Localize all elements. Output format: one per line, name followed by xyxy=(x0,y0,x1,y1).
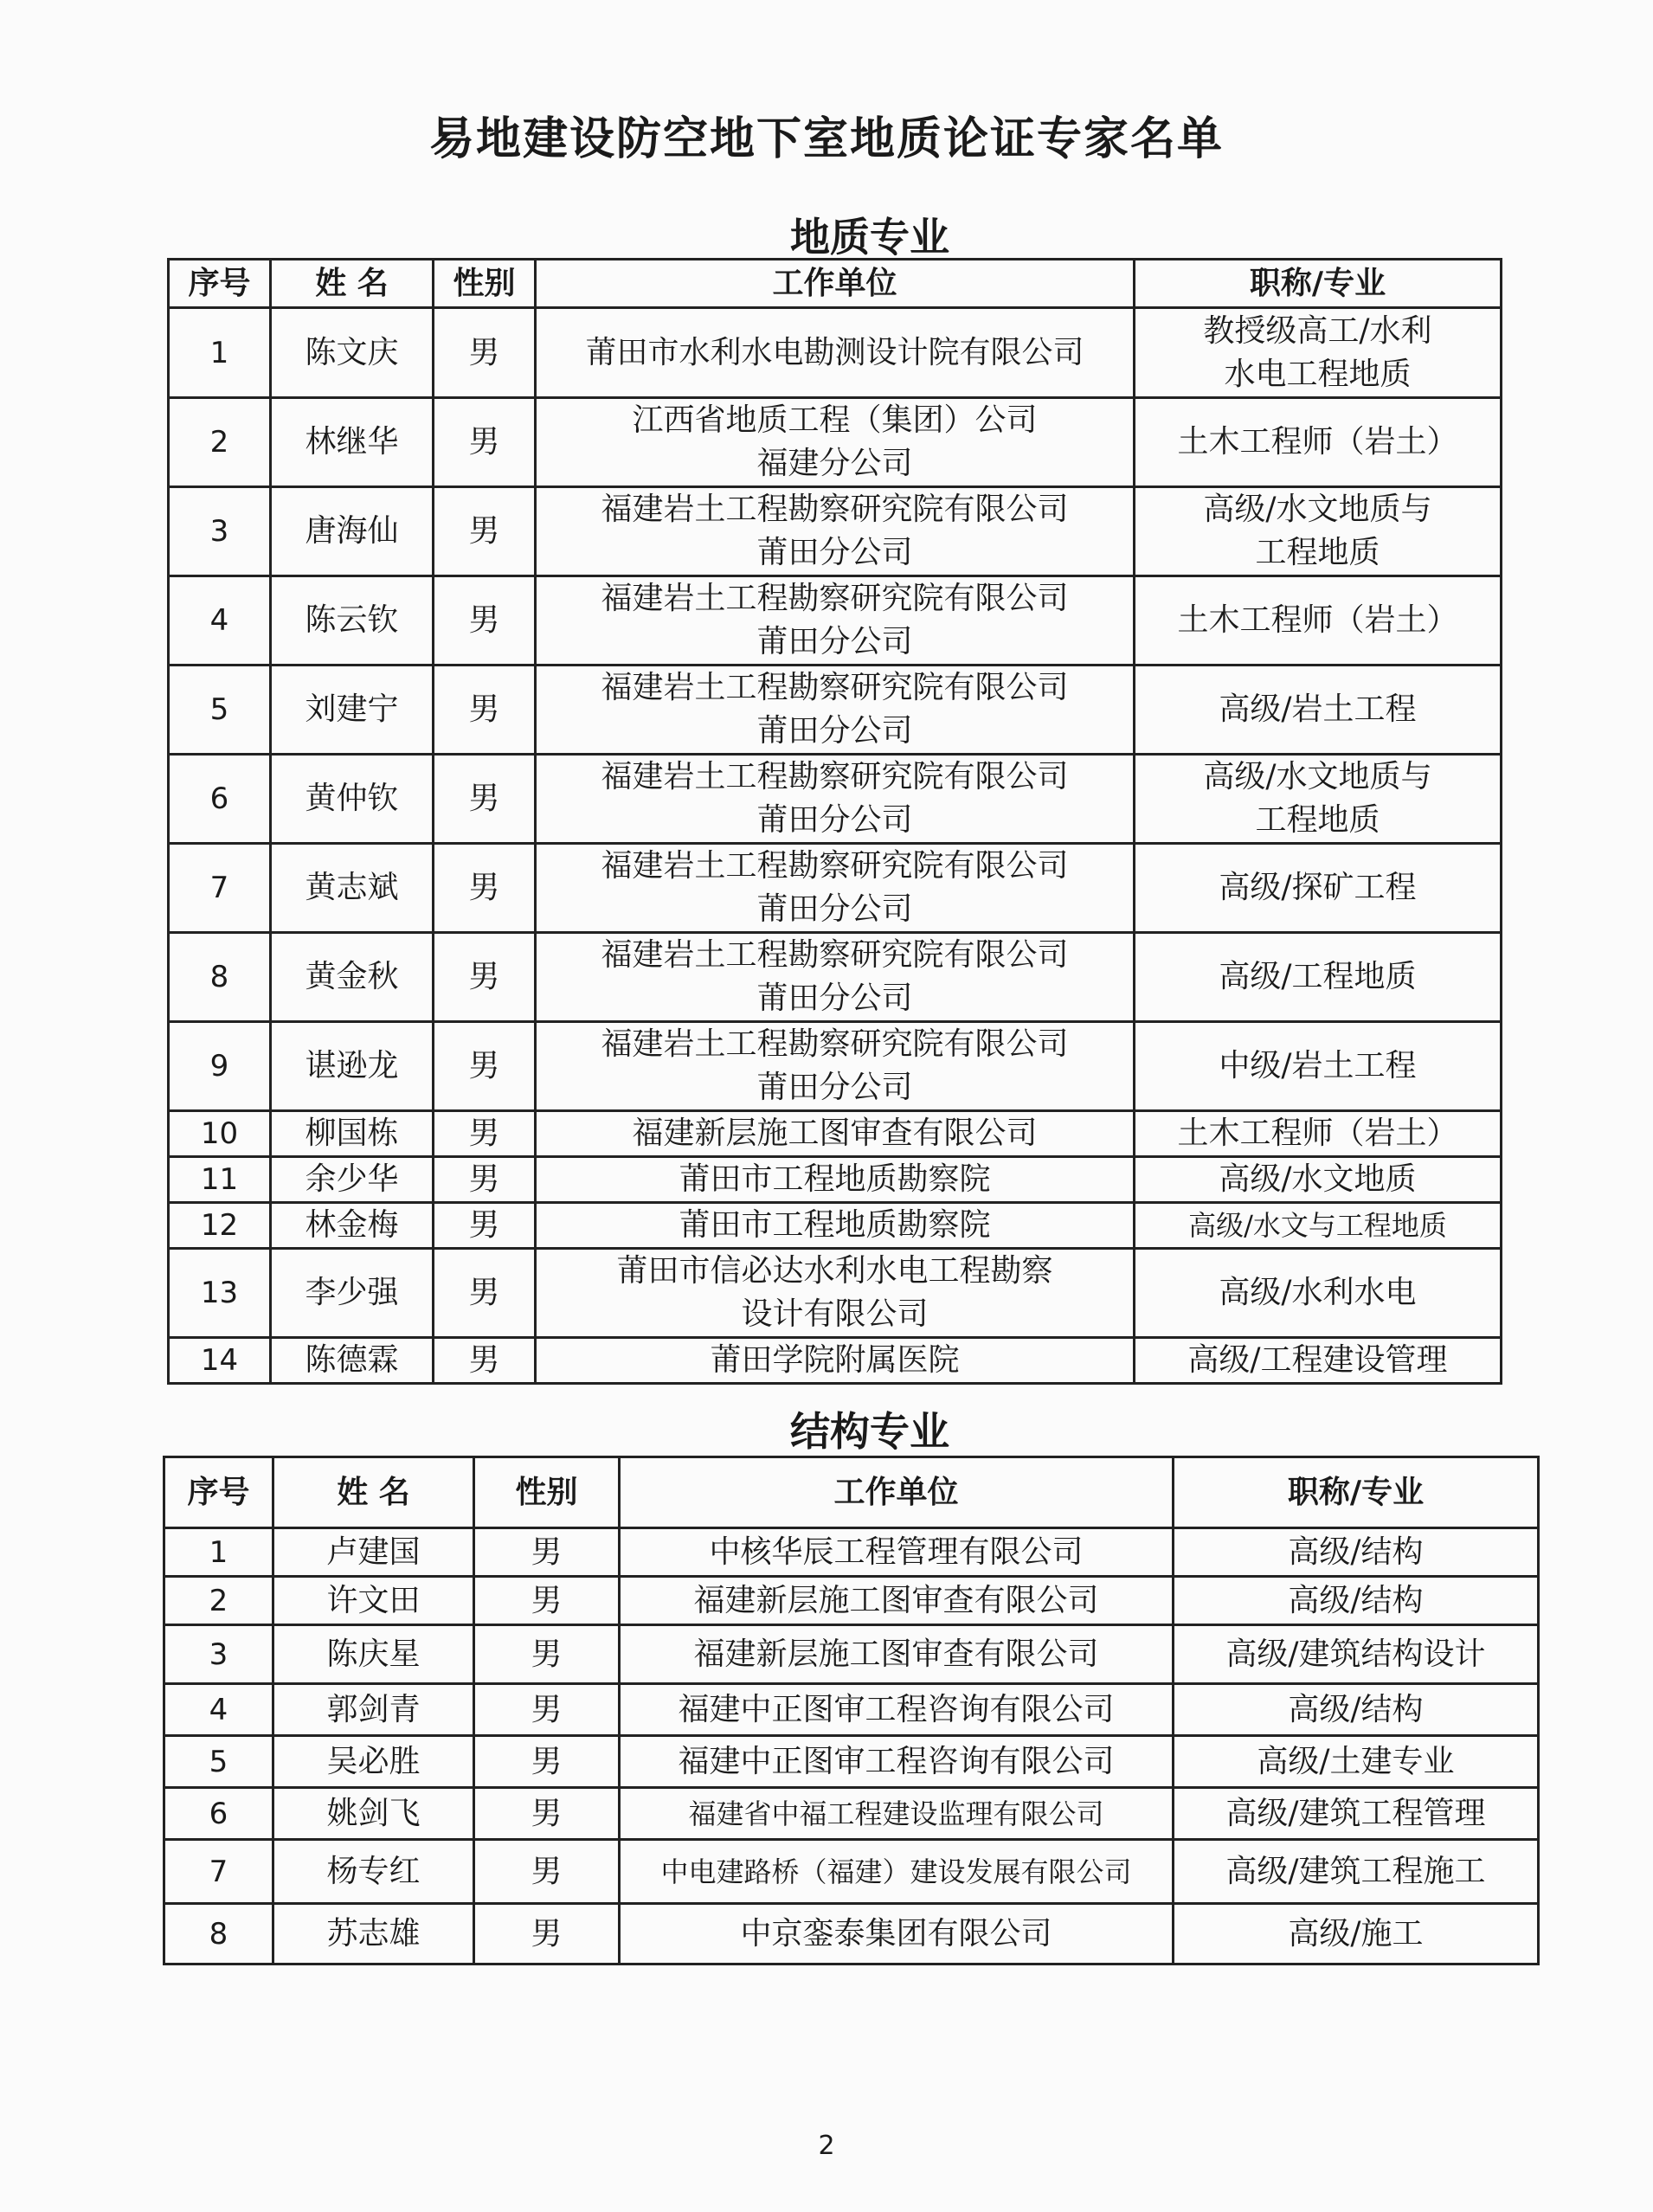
cell-unit xyxy=(536,1249,1135,1338)
cell-unit-line: 莆田分公司 xyxy=(756,535,913,570)
table-row xyxy=(169,1203,1502,1249)
cell-gender: 男 xyxy=(474,1577,620,1625)
cell-unit xyxy=(536,1022,1135,1111)
cell-name: 陈德霖 xyxy=(271,1338,434,1384)
cell-gender: 男 xyxy=(474,1840,620,1904)
cell-unit-line: 莆田分公司 xyxy=(756,1070,913,1105)
cell-title xyxy=(1135,1203,1502,1249)
cell-gender: 男 xyxy=(434,1203,536,1249)
table-row xyxy=(169,755,1502,844)
cell-name: 卢建国 xyxy=(273,1528,474,1577)
cell-gender: 男 xyxy=(434,576,536,666)
cell-no: 6 xyxy=(164,1788,273,1840)
table-row xyxy=(169,1338,1502,1384)
cell-no: 12 xyxy=(169,1203,271,1249)
table-row xyxy=(164,1840,1539,1904)
table-row xyxy=(169,1111,1502,1157)
cell-title xyxy=(1135,933,1502,1022)
cell-no: 5 xyxy=(169,666,271,755)
cell-name: 黄金秋 xyxy=(271,933,434,1022)
cell-unit xyxy=(620,1684,1174,1736)
cell-unit xyxy=(620,1904,1174,1964)
cell-gender: 男 xyxy=(434,1249,536,1338)
cell-title-line: 高级/结构 xyxy=(1288,1691,1424,1727)
cell-no: 1 xyxy=(169,308,271,398)
cell-gender: 男 xyxy=(434,487,536,576)
cell-unit-line: 福建岩土工程勘察研究院有限公司 xyxy=(601,670,1069,705)
cell-title xyxy=(1174,1528,1539,1577)
cell-unit xyxy=(620,1788,1174,1840)
cell-title-line: 高级/建筑结构设计 xyxy=(1225,1636,1486,1672)
cell-unit-line: 设计有限公司 xyxy=(741,1296,929,1332)
cell-title-line: 教授级高工/水利 xyxy=(1203,312,1432,349)
cell-name: 林金梅 xyxy=(271,1203,434,1249)
cell-no: 7 xyxy=(169,844,271,933)
cell-name: 杨专红 xyxy=(273,1840,474,1904)
cell-name: 林继华 xyxy=(271,398,434,487)
cell-gender: 男 xyxy=(434,1338,536,1384)
cell-unit xyxy=(536,1203,1135,1249)
cell-gender: 男 xyxy=(474,1788,620,1840)
cell-unit xyxy=(536,755,1135,844)
header-no: 序号 xyxy=(169,260,271,308)
cell-title-line: 高级/工程建设管理 xyxy=(1187,1342,1448,1378)
cell-title xyxy=(1135,1338,1502,1384)
cell-title-line: 土木工程师（岩土） xyxy=(1177,1116,1458,1151)
cell-name: 谌逊龙 xyxy=(271,1022,434,1111)
cell-gender: 男 xyxy=(434,755,536,844)
cell-unit-line: 福建中正图审工程咨询有限公司 xyxy=(678,1691,1115,1727)
cell-gender: 男 xyxy=(474,1684,620,1736)
cell-title xyxy=(1174,1625,1539,1684)
table-row xyxy=(169,398,1502,487)
cell-unit xyxy=(536,308,1135,398)
table-header-row xyxy=(169,260,1502,308)
cell-unit-line: 中核华辰工程管理有限公司 xyxy=(709,1534,1084,1570)
cell-name: 陈文庆 xyxy=(271,308,434,398)
cell-unit xyxy=(536,1111,1135,1157)
cell-title xyxy=(1135,308,1502,398)
cell-title xyxy=(1174,1684,1539,1736)
cell-unit xyxy=(620,1840,1174,1904)
cell-no: 2 xyxy=(164,1577,273,1625)
cell-title-line: 高级/水文与工程地质 xyxy=(1188,1209,1447,1242)
cell-title-line: 高级/水文地质 xyxy=(1219,1161,1417,1197)
cell-unit-line: 福建岩土工程勘察研究院有限公司 xyxy=(601,937,1069,973)
cell-unit-line: 福建新层施工图审查有限公司 xyxy=(632,1116,1038,1151)
cell-unit-line: 莆田市工程地质勘察院 xyxy=(679,1207,991,1243)
cell-unit-line: 江西省地质工程（集团）公司 xyxy=(632,402,1038,438)
cell-no: 4 xyxy=(169,576,271,666)
cell-no: 3 xyxy=(164,1625,273,1684)
header-title: 职称/专业 xyxy=(1135,260,1502,308)
cell-unit-line: 福建岩土工程勘察研究院有限公司 xyxy=(601,759,1069,794)
cell-title-line: 高级/施工 xyxy=(1288,1915,1424,1952)
table-row xyxy=(164,1904,1539,1964)
cell-title xyxy=(1135,666,1502,755)
cell-gender: 男 xyxy=(434,1157,536,1203)
header-gender: 性别 xyxy=(474,1457,620,1528)
cell-title-line: 工程地质 xyxy=(1255,802,1380,838)
cell-name: 郭剑青 xyxy=(273,1684,474,1736)
cell-title xyxy=(1135,487,1502,576)
header-unit: 工作单位 xyxy=(536,260,1135,308)
cell-unit-line: 莆田分公司 xyxy=(756,802,913,838)
cell-name: 吴必胜 xyxy=(273,1736,474,1788)
cell-title-line: 高级/岩土工程 xyxy=(1219,691,1417,727)
section-title-geology: 地质专业 xyxy=(790,214,949,260)
cell-no: 11 xyxy=(169,1157,271,1203)
cell-no: 2 xyxy=(169,398,271,487)
cell-unit-line: 莆田学院附属医院 xyxy=(710,1342,960,1378)
header-unit: 工作单位 xyxy=(620,1457,1174,1528)
cell-title xyxy=(1135,755,1502,844)
cell-unit-line: 福建分公司 xyxy=(756,446,913,481)
cell-title xyxy=(1135,1249,1502,1338)
cell-unit-line: 福建岩土工程勘察研究院有限公司 xyxy=(601,581,1069,616)
cell-title-line: 高级/结构 xyxy=(1288,1534,1424,1570)
cell-unit-line: 莆田市信必达水利水电工程勘察 xyxy=(616,1253,1053,1289)
cell-unit xyxy=(536,1338,1135,1384)
cell-unit xyxy=(536,844,1135,933)
cell-title xyxy=(1135,576,1502,666)
cell-name: 余少华 xyxy=(271,1157,434,1203)
cell-name: 刘建宁 xyxy=(271,666,434,755)
cell-title xyxy=(1135,1157,1502,1203)
structure-expert-table xyxy=(163,1456,1540,1965)
cell-title xyxy=(1174,1788,1539,1840)
document-title: 易地建设防空地下室地质论证专家名单 xyxy=(428,113,1224,165)
cell-gender: 男 xyxy=(434,844,536,933)
table-row xyxy=(164,1684,1539,1736)
cell-no: 8 xyxy=(169,933,271,1022)
cell-unit xyxy=(620,1625,1174,1684)
cell-unit xyxy=(536,398,1135,487)
cell-gender: 男 xyxy=(434,933,536,1022)
cell-no: 13 xyxy=(169,1249,271,1338)
cell-name: 许文田 xyxy=(273,1577,474,1625)
table-row xyxy=(164,1788,1539,1840)
cell-title xyxy=(1174,1840,1539,1904)
cell-name: 黄仲钦 xyxy=(271,755,434,844)
cell-unit-line: 莆田市工程地质勘察院 xyxy=(679,1161,991,1197)
cell-unit-line: 福建岩土工程勘察研究院有限公司 xyxy=(601,1026,1069,1062)
cell-title xyxy=(1135,1022,1502,1111)
cell-gender: 男 xyxy=(474,1904,620,1964)
section-title-structure: 结构专业 xyxy=(790,1408,949,1455)
cell-title-line: 土木工程师（岩土） xyxy=(1177,424,1458,460)
cell-title-line: 高级/土建专业 xyxy=(1257,1743,1455,1779)
table-row xyxy=(164,1577,1539,1625)
cell-title xyxy=(1174,1904,1539,1964)
cell-unit-line: 莆田分公司 xyxy=(756,891,913,927)
table-row xyxy=(169,1249,1502,1338)
cell-gender: 男 xyxy=(434,666,536,755)
cell-name: 唐海仙 xyxy=(271,487,434,576)
table-row xyxy=(169,576,1502,666)
cell-unit-line: 莆田分公司 xyxy=(756,624,913,659)
cell-no: 10 xyxy=(169,1111,271,1157)
table-row xyxy=(164,1625,1539,1684)
cell-unit xyxy=(536,487,1135,576)
cell-name: 柳国栋 xyxy=(271,1111,434,1157)
geology-expert-table xyxy=(167,258,1502,1385)
cell-title-line: 高级/探矿工程 xyxy=(1219,870,1417,905)
cell-title xyxy=(1135,398,1502,487)
table-row xyxy=(169,666,1502,755)
cell-name: 陈庆星 xyxy=(273,1625,474,1684)
cell-unit xyxy=(620,1528,1174,1577)
table-row xyxy=(169,1157,1502,1203)
header-name: 姓 名 xyxy=(273,1457,474,1528)
page-number: 2 xyxy=(818,2131,835,2161)
cell-no: 14 xyxy=(169,1338,271,1384)
table-row xyxy=(169,487,1502,576)
header-gender: 性别 xyxy=(434,260,536,308)
table-row xyxy=(169,933,1502,1022)
cell-unit-line: 福建岩土工程勘察研究院有限公司 xyxy=(601,848,1069,884)
cell-name: 陈云钦 xyxy=(271,576,434,666)
cell-unit-line: 莆田分公司 xyxy=(756,713,913,749)
cell-no: 1 xyxy=(164,1528,273,1577)
cell-gender: 男 xyxy=(474,1528,620,1577)
cell-no: 9 xyxy=(169,1022,271,1111)
cell-title-line: 土木工程师（岩土） xyxy=(1177,602,1458,638)
cell-unit-line: 福建省中福工程建设监理有限公司 xyxy=(688,1797,1104,1830)
cell-unit-line: 莆田分公司 xyxy=(756,981,913,1016)
cell-unit-line: 福建新层施工图审查有限公司 xyxy=(693,1636,1099,1672)
header-title: 职称/专业 xyxy=(1174,1457,1539,1528)
cell-title-line: 高级/水文地质与 xyxy=(1203,492,1432,527)
cell-no: 5 xyxy=(164,1736,273,1788)
cell-unit-line: 福建岩土工程勘察研究院有限公司 xyxy=(601,492,1069,527)
cell-gender: 男 xyxy=(434,1022,536,1111)
cell-unit-line: 福建新层施工图审查有限公司 xyxy=(693,1582,1099,1618)
table-row xyxy=(169,308,1502,398)
cell-unit xyxy=(620,1736,1174,1788)
table-row xyxy=(164,1736,1539,1788)
cell-title-line: 高级/水文地质与 xyxy=(1203,759,1432,794)
cell-name: 李少强 xyxy=(271,1249,434,1338)
cell-title-line: 高级/水利水电 xyxy=(1219,1275,1417,1310)
cell-title-line: 高级/建筑工程施工 xyxy=(1225,1853,1486,1889)
table-row xyxy=(164,1528,1539,1577)
header-no: 序号 xyxy=(164,1457,273,1528)
cell-title-line: 中级/岩土工程 xyxy=(1219,1048,1417,1083)
cell-title xyxy=(1135,1111,1502,1157)
cell-title-line: 高级/建筑工程管理 xyxy=(1225,1795,1486,1831)
cell-unit-line: 莆田市水利水电勘测设计院有限公司 xyxy=(585,334,1084,370)
cell-name: 黄志斌 xyxy=(271,844,434,933)
cell-unit xyxy=(536,1157,1135,1203)
cell-no: 3 xyxy=(169,487,271,576)
cell-unit xyxy=(620,1577,1174,1625)
cell-unit-line: 福建中正图审工程咨询有限公司 xyxy=(678,1743,1115,1779)
cell-unit xyxy=(536,933,1135,1022)
cell-title-line: 工程地质 xyxy=(1255,535,1380,570)
table-row xyxy=(169,1022,1502,1111)
cell-title xyxy=(1174,1577,1539,1625)
cell-name: 苏志雄 xyxy=(273,1904,474,1964)
header-name: 姓 名 xyxy=(271,260,434,308)
cell-title-line: 高级/结构 xyxy=(1288,1582,1424,1618)
cell-title xyxy=(1174,1736,1539,1788)
table-row xyxy=(169,844,1502,933)
cell-title xyxy=(1135,844,1502,933)
cell-title-line: 高级/工程地质 xyxy=(1219,959,1417,994)
cell-gender: 男 xyxy=(434,308,536,398)
cell-gender: 男 xyxy=(434,398,536,487)
cell-unit-line: 中京銮泰集团有限公司 xyxy=(740,1915,1052,1952)
cell-no: 8 xyxy=(164,1904,273,1964)
cell-gender: 男 xyxy=(474,1736,620,1788)
cell-gender: 男 xyxy=(474,1625,620,1684)
cell-unit xyxy=(536,666,1135,755)
cell-title-line: 水电工程地质 xyxy=(1224,356,1412,392)
cell-no: 6 xyxy=(169,755,271,844)
cell-no: 7 xyxy=(164,1840,273,1904)
cell-unit xyxy=(536,576,1135,666)
cell-no: 4 xyxy=(164,1684,273,1736)
cell-unit-line: 中电建路桥（福建）建设发展有限公司 xyxy=(660,1855,1132,1888)
table-header-row xyxy=(164,1457,1539,1528)
cell-gender: 男 xyxy=(434,1111,536,1157)
cell-name: 姚剑飞 xyxy=(273,1788,474,1840)
